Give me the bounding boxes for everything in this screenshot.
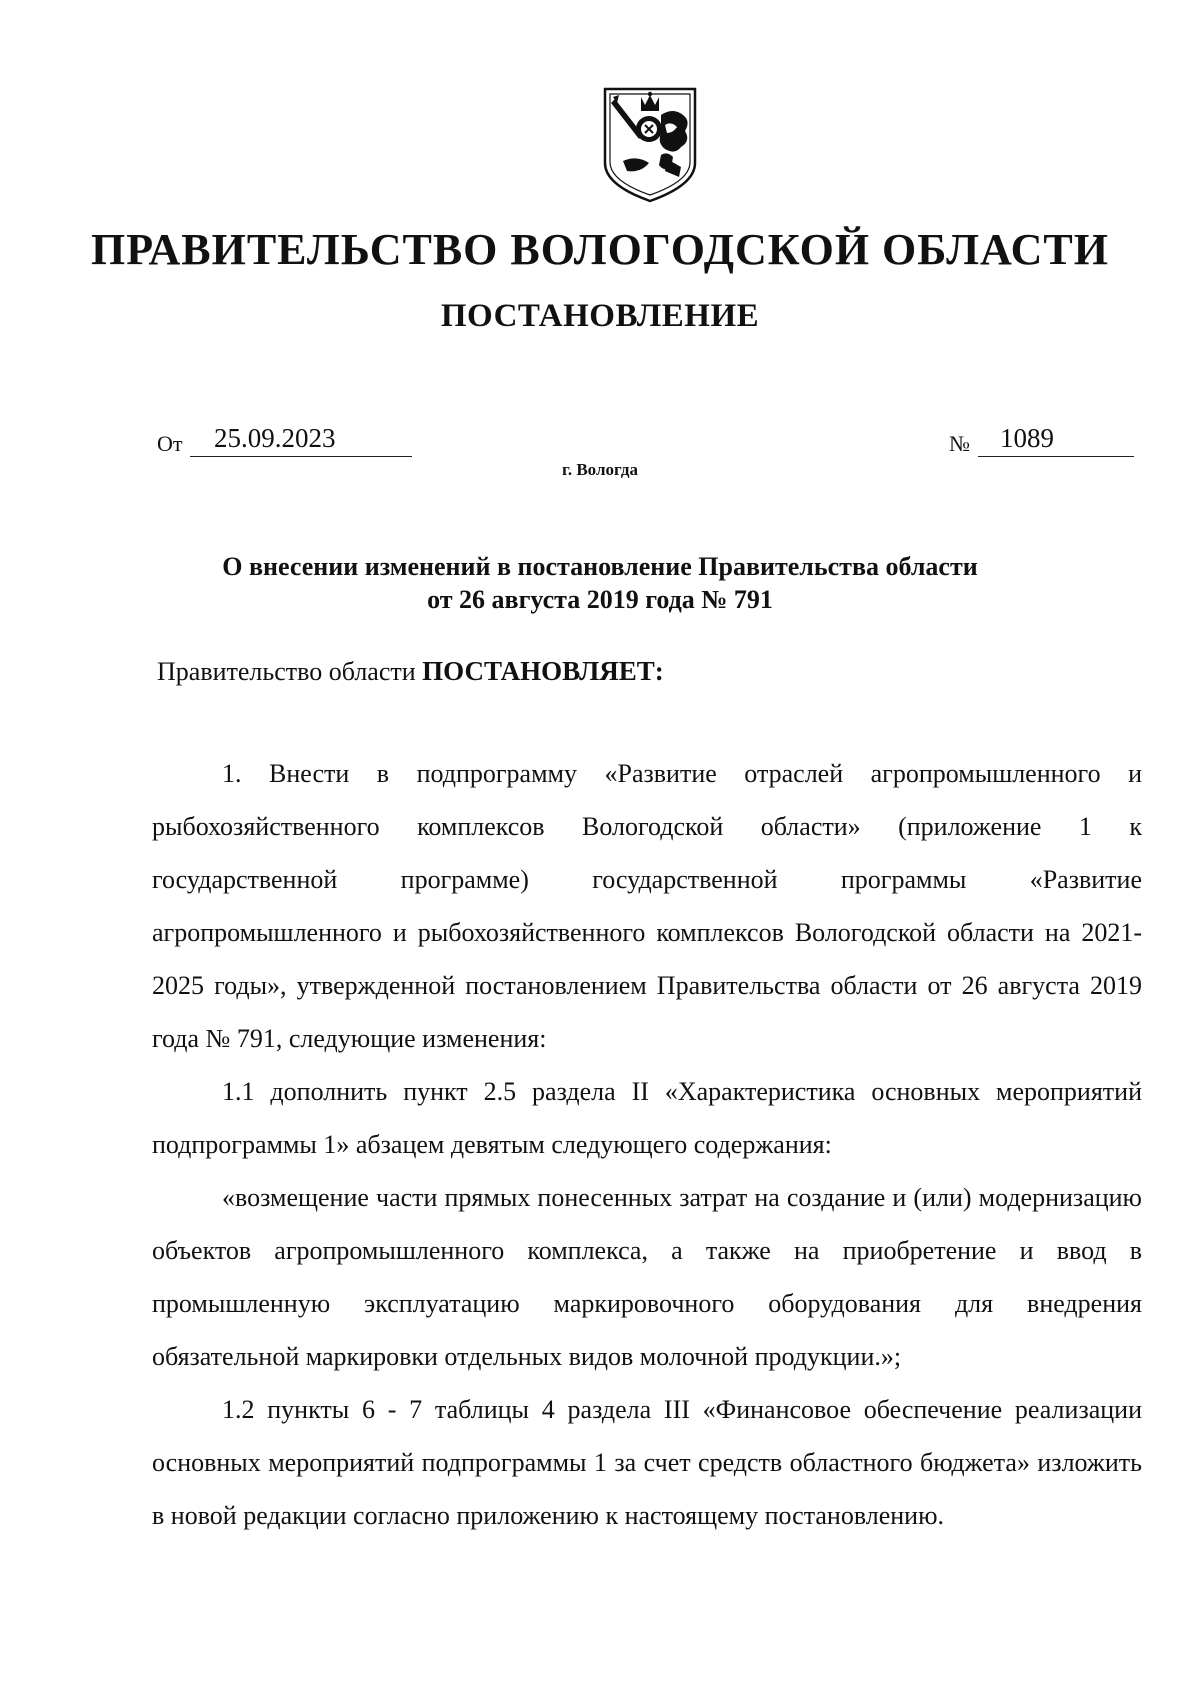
preamble-text: Правительство области xyxy=(157,657,416,686)
document-subject xyxy=(0,550,1200,616)
coat-of-arms-icon xyxy=(601,85,699,203)
number-prefix: № xyxy=(949,431,970,456)
paragraph-quote: «возмещение части прямых понесенных затрат на создание и (или) модернизацию объектов агропромышленного комплекса, а также на приобретение и ввод в промышленную эксплуатацию маркировочного оборудования для внедрения обязательной маркировки отдельных видов молочной продукции.»; xyxy=(152,1183,1142,1371)
document-type: ПОСТАНОВЛЕНИЕ xyxy=(440,298,760,334)
paragraph-1-2: 1.2 пункты 6 - 7 таблицы 4 раздела III «Финансовое обеспечение реализации основных мероприятий подпрограммы 1 за счет средств областного бюджета» изложить в новой редакции согласно приложению к настоящему постановлению. xyxy=(152,1395,1142,1530)
preamble xyxy=(157,656,664,687)
government-title: ПРАВИТЕЛЬСТВО ВОЛОГОДСКОЙ ОБЛАСТИ xyxy=(91,225,1109,274)
subject-line-1: О внесении изменений в постановление Правительства области xyxy=(222,552,978,581)
subject-line-2: от 26 августа 2019 года № 791 xyxy=(427,585,773,614)
paragraph-1: 1. Внести в подпрограмму «Развитие отраслей агропромышленного и рыбохозяйственного комплексов Вологодской области» (приложение 1 к государственной программе) государственной программы «Развитие агропромышленного и рыбохозяйственного комплексов Вологодской области на 2021-2025 годы», утвержденной постановлением Правительства области от 26 августа 2019 года № 791, следующие изменения: xyxy=(152,759,1142,1053)
date-prefix: От xyxy=(157,431,183,456)
document-number: 1089 xyxy=(978,423,1134,457)
document-body xyxy=(152,747,1142,1542)
preamble-emphasis: ПОСТАНОВЛЯЕТ: xyxy=(422,656,664,686)
city-label: г. Вологда xyxy=(562,460,638,479)
paragraph-1-1: 1.1 дополнить пункт 2.5 раздела II «Характеристика основных мероприятий подпрограммы 1» абзацем девятым следующего содержания: xyxy=(152,1077,1142,1159)
document-date: 25.09.2023 xyxy=(190,423,412,457)
